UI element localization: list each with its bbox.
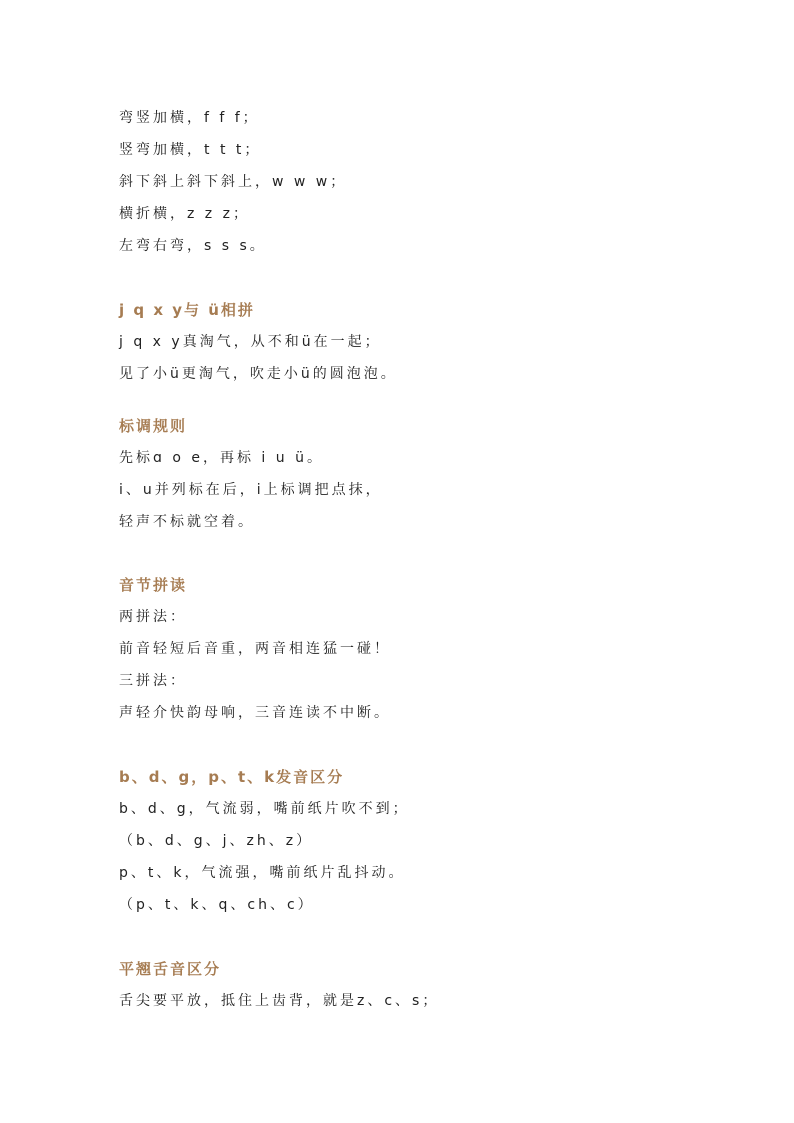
section-title-bdg: b、d、g，p、t、k发音区分 [119, 768, 345, 786]
syllable-line-1: 两拼法： [119, 609, 187, 625]
rhyme-line-w: 斜下斜上斜下斜上，w w w； [119, 174, 348, 190]
section-title-syllable: 音节拼读 [119, 576, 188, 594]
tone-line-2: i、u并列标在后，i上标调把点抹， [119, 482, 383, 498]
bdg-line-3: p、t、k，气流强，嘴前纸片乱抖动。 [119, 865, 406, 881]
section-title-jqxy: j q x y与 ü相拼 [119, 301, 255, 319]
bdg-line-2: （b、d、g、j、zh、z） [119, 833, 314, 849]
rhyme-line-f: 弯竖加横，f f f； [119, 110, 260, 126]
rhyme-line-s: 左弯右弯，s s s。 [119, 238, 267, 254]
flat-line-1: 舌尖要平放，抵住上齿背，就是z、c、s； [119, 993, 440, 1009]
bdg-line-4: （p、t、k、q、ch、c） [119, 897, 315, 913]
bdg-line-1: b、d、g，气流弱，嘴前纸片吹不到； [119, 801, 410, 817]
tone-line-1: 先标ɑ o e，再标 i u ü。 [119, 450, 324, 466]
jqxy-line-1: j q x y真淘气，从不和ü在一起； [119, 334, 382, 350]
syllable-line-4: 声轻介快韵母响，三音连读不中断。 [119, 705, 391, 721]
rhyme-line-z: 横折横，z z z； [119, 206, 250, 222]
syllable-line-3: 三拼法： [119, 673, 187, 689]
syllable-line-2: 前音轻短后音重，两音相连猛一碰！ [119, 641, 391, 657]
jqxy-line-2: 见了小ü更淘气，吹走小ü的圆泡泡。 [119, 366, 398, 382]
tone-line-3: 轻声不标就空着。 [119, 514, 255, 530]
rhyme-line-t: 竖弯加横，t t t； [119, 142, 262, 158]
section-title-tone: 标调规则 [119, 417, 188, 435]
section-title-flat: 平翘舌音区分 [119, 960, 222, 978]
